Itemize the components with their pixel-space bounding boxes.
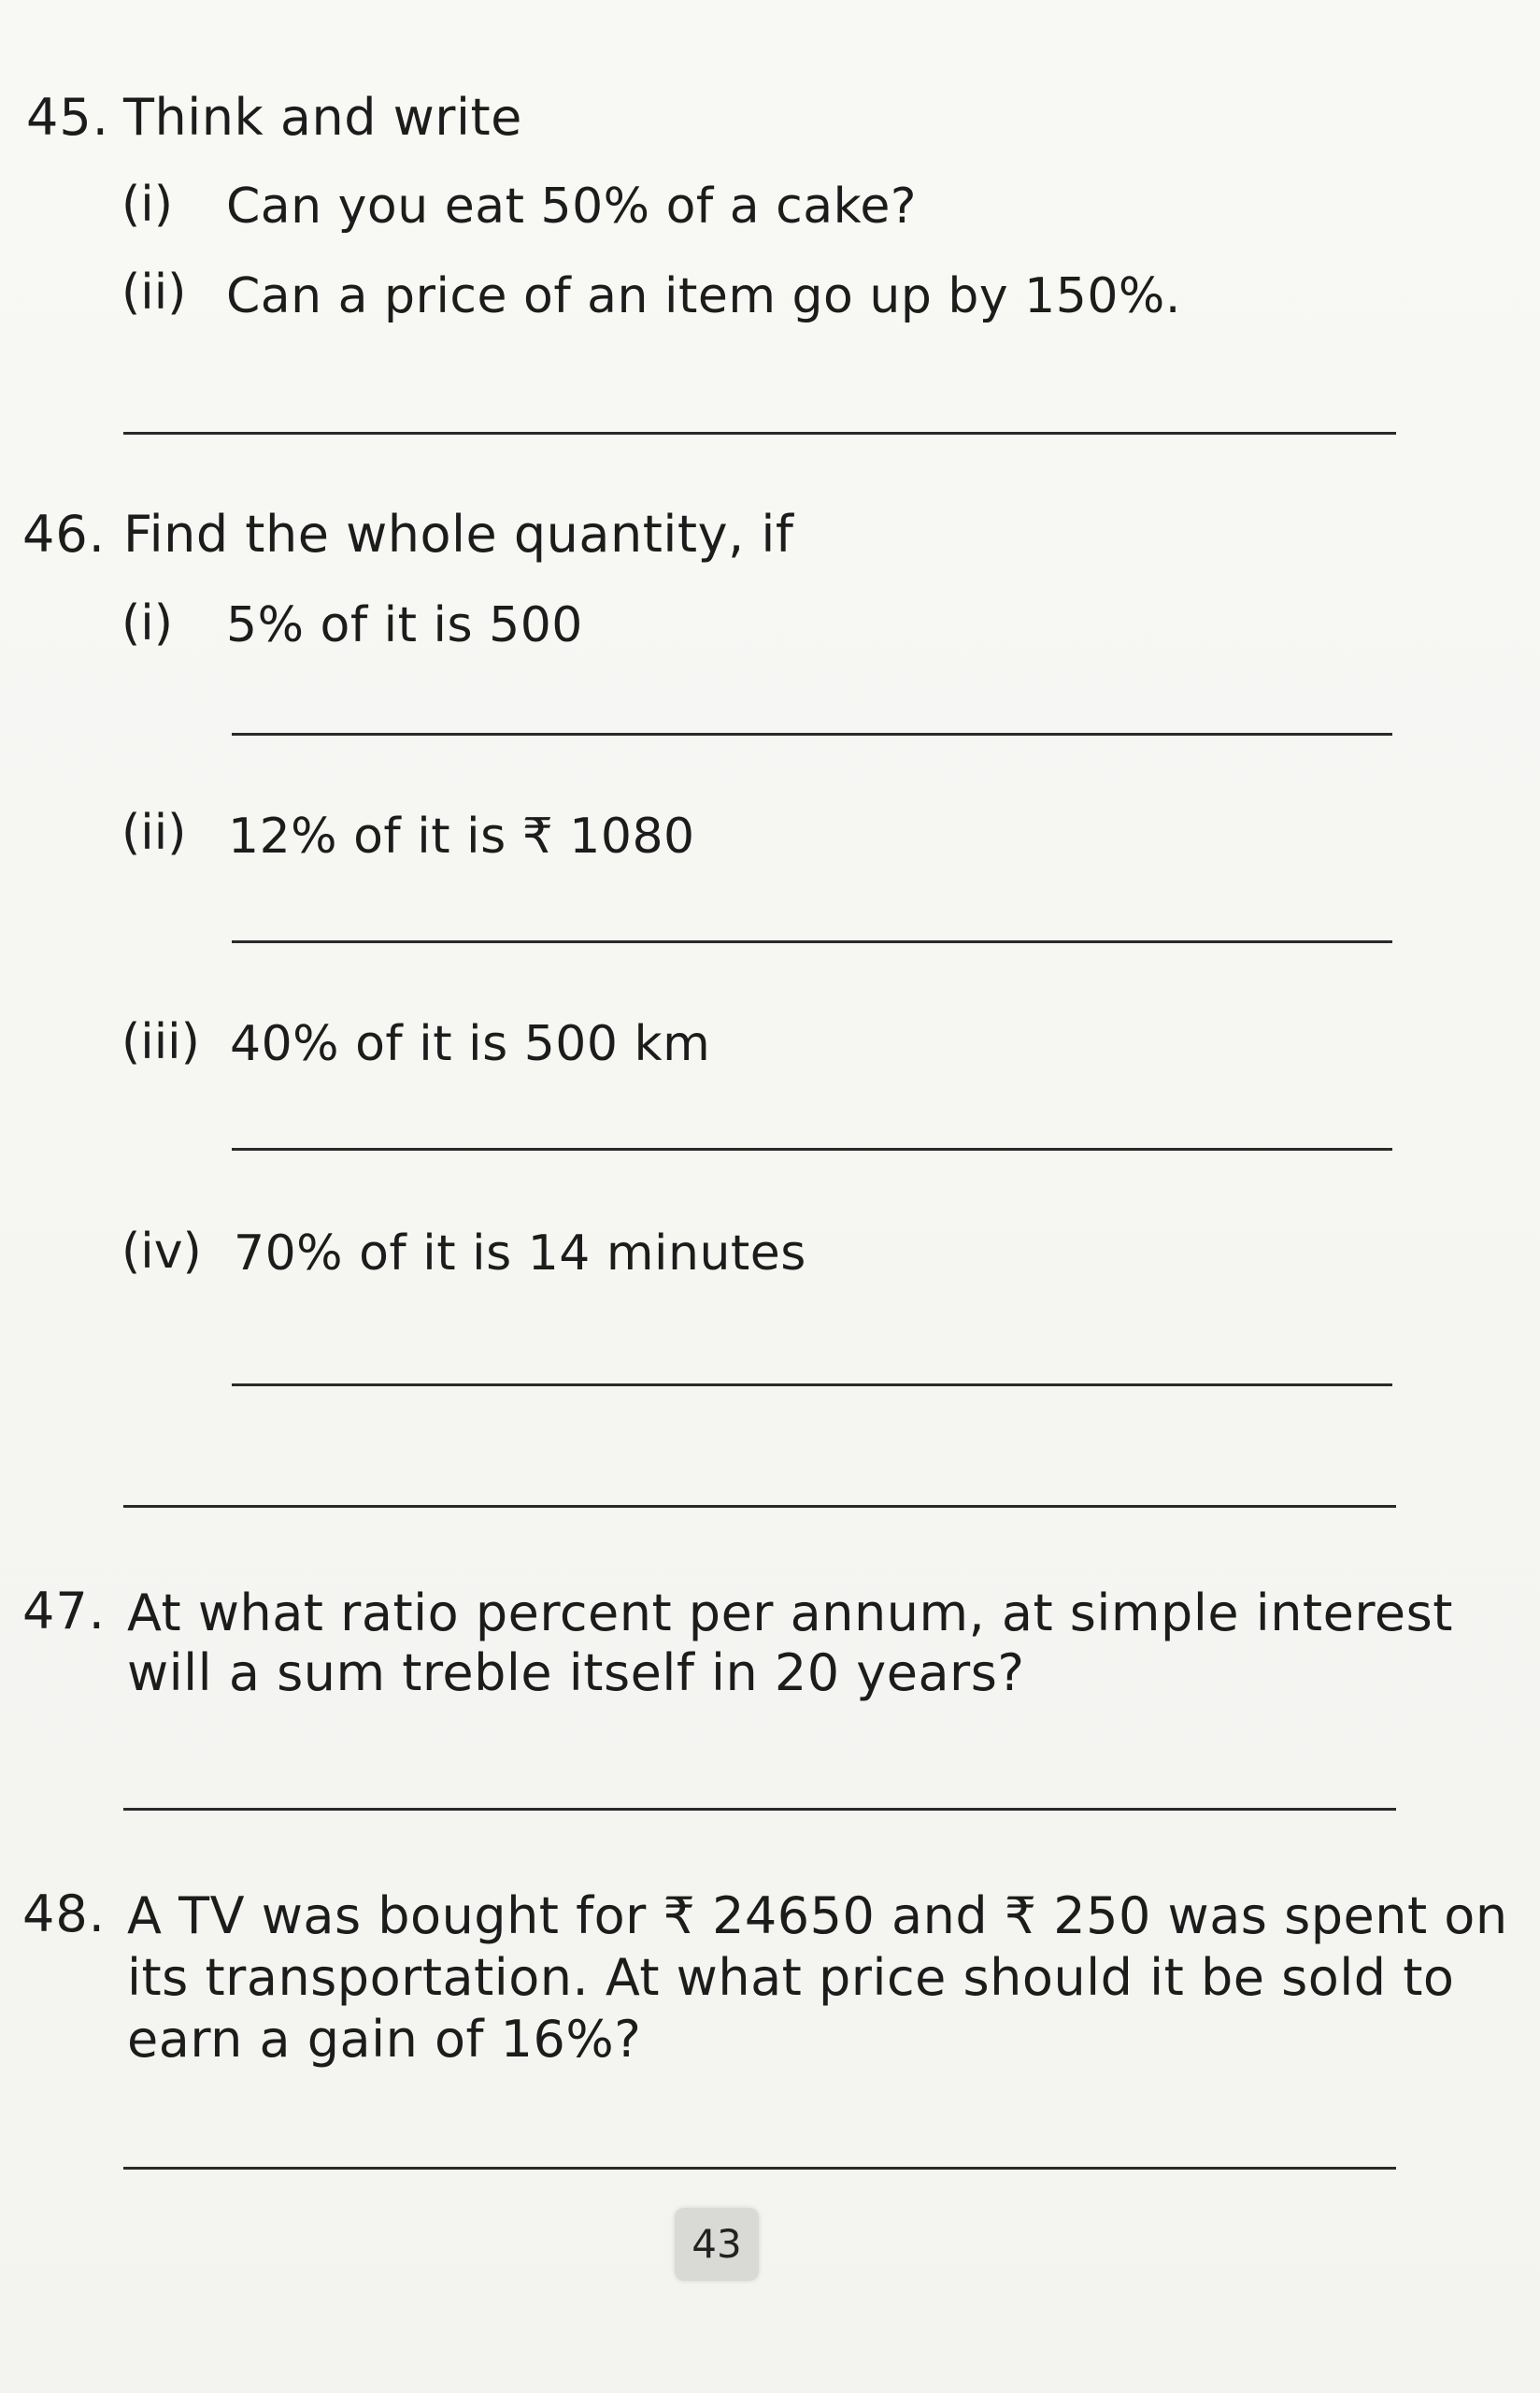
subpart-label: (i) xyxy=(121,595,174,652)
subpart-label: (ii) xyxy=(121,265,187,321)
subpart-label: (iii) xyxy=(121,1014,200,1070)
subpart-text: Can a price of an item go up by 150%. xyxy=(226,268,1181,324)
question-number: 48. xyxy=(22,1884,106,1943)
answer-line[interactable] xyxy=(232,1383,1392,1386)
answer-line[interactable] xyxy=(232,940,1392,943)
subpart-text: 70% of it is 14 minutes xyxy=(234,1225,806,1282)
subpart-label: (iv) xyxy=(121,1224,202,1280)
answer-line[interactable] xyxy=(232,1148,1392,1151)
subpart-label: (ii) xyxy=(121,805,187,861)
answer-line[interactable] xyxy=(123,1505,1396,1508)
subpart-text: 12% of it is ₹ 1080 xyxy=(228,809,695,865)
page-number: 43 xyxy=(692,2221,742,2267)
question-text: Find the whole quantity, if xyxy=(123,505,794,564)
answer-line[interactable] xyxy=(123,1808,1396,1811)
question-text-line: earn a gain of 16%? xyxy=(127,2010,642,2069)
question-text-line: A TV was bought for ₹ 24650 and ₹ 250 was spent on xyxy=(127,1886,1508,1945)
answer-line[interactable] xyxy=(123,2167,1396,2170)
question-text-line: its transportation. At what price should it be sold to xyxy=(127,1948,1455,2007)
question-number: 46. xyxy=(22,505,106,564)
subpart-text: 5% of it is 500 xyxy=(226,597,583,653)
question-number: 47. xyxy=(22,1582,106,1641)
question-text: Think and write xyxy=(123,88,522,147)
subpart-text: Can you eat 50% of a cake? xyxy=(226,179,917,235)
answer-line[interactable] xyxy=(232,733,1392,736)
question-text-line: At what ratio percent per annum, at simple interest xyxy=(127,1583,1453,1642)
subpart-text: 40% of it is 500 km xyxy=(230,1016,711,1072)
question-text-line: will a sum treble itself in 20 years? xyxy=(127,1643,1025,1702)
question-number: 45. xyxy=(26,88,109,147)
answer-line[interactable] xyxy=(123,432,1396,435)
subpart-label: (i) xyxy=(121,177,174,233)
